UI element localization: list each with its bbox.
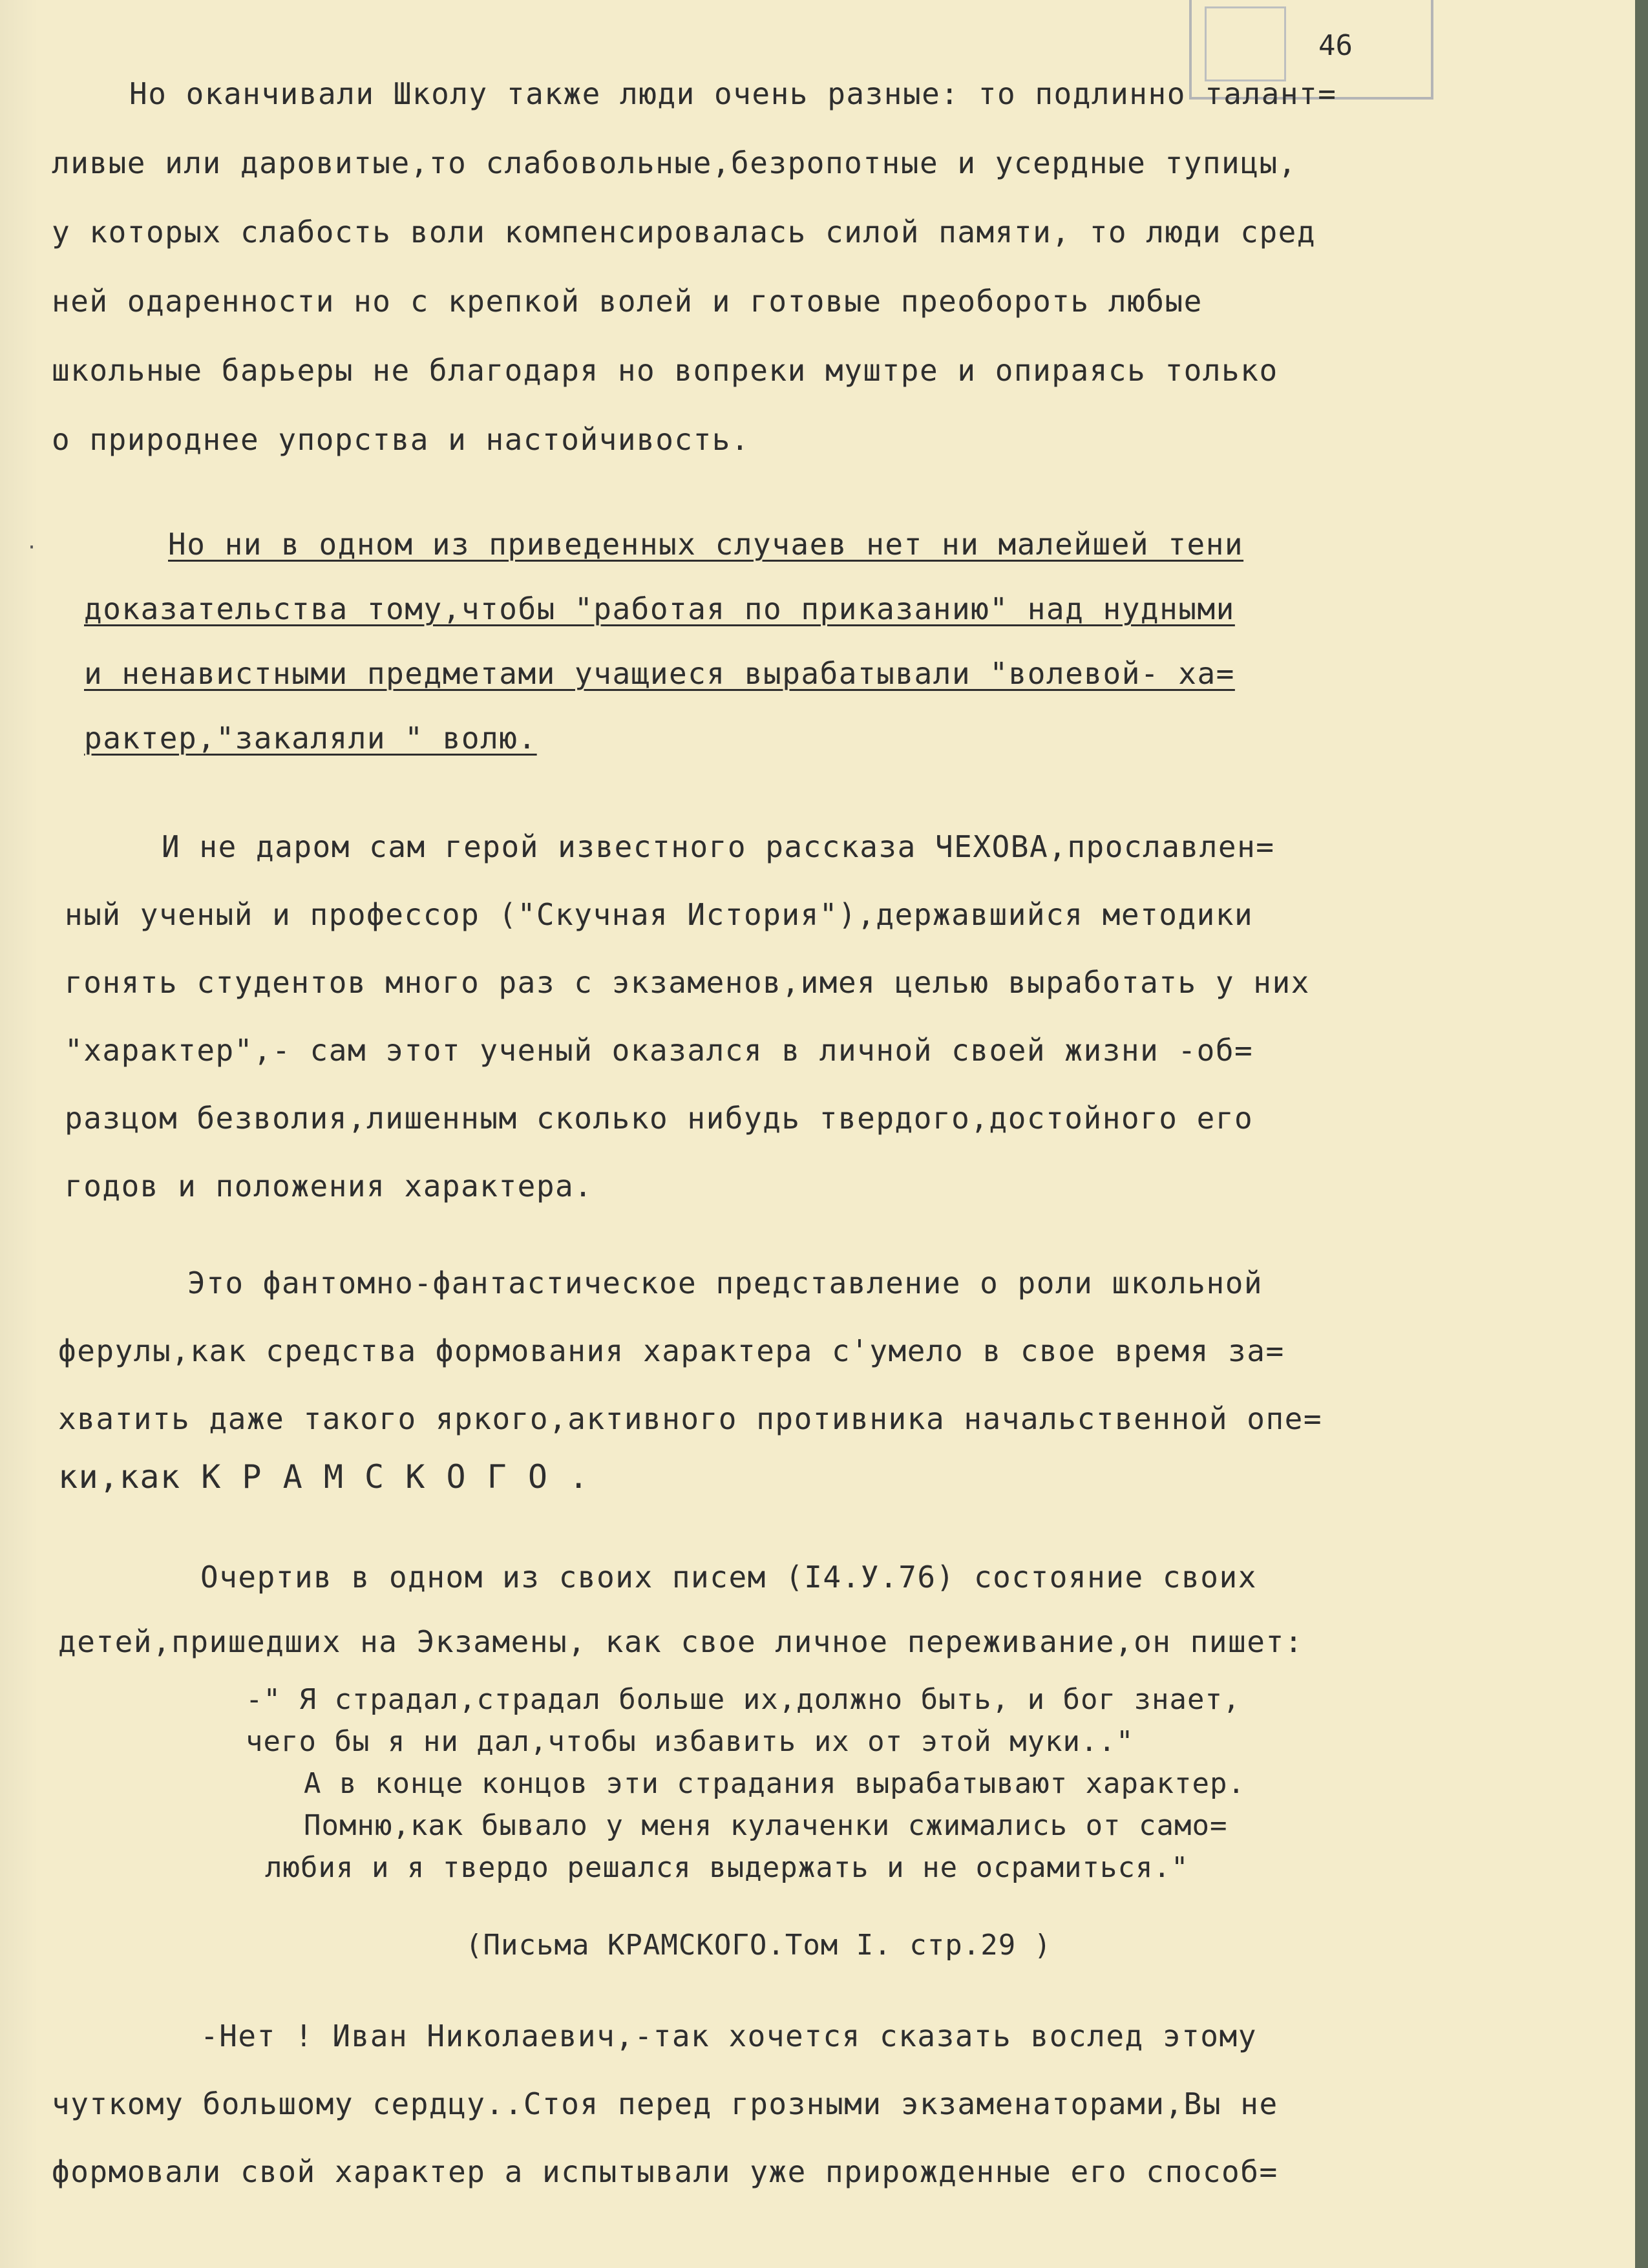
text-line: ферулы,как средства формования характера с'умело в свое время за= [58,1333,1285,1368]
underlined-text-line: Но ни в одном из приведенных случаев нет ни малейшей тени [168,527,1244,562]
text-line: Это фантомно-фантастическое представление о роли школьной [187,1266,1263,1300]
text-line: у которых слабость воли компенсировалась силой памяти, то люди сред [52,215,1316,249]
text-line: формовали свой характер а испытывали уже прирожденные его способ= [52,2154,1278,2189]
text-line: годов и положения характера. [65,1169,593,1203]
quote-line: Помню,как бывало у меня кулаченки сжимались от само= [304,1809,1228,1842]
text-line: ней одаренности но с крепкой волей и готовые преоборoть любые [52,284,1203,319]
stamp-box [1205,6,1286,81]
text-line: -Нет ! Иван Николаевич,-так хочется сказать вослед этому [200,2019,1257,2053]
text-line [129,74,1336,113]
text-line: школьные барьеры не благодаря но вопреки муштре и опираясь только [52,353,1278,388]
text-line: разцом безволия,лишенным сколько нибудь твердого,достойного его [65,1101,1254,1136]
text-line: ки,как К Р А М С К О Г О . [58,1458,589,1496]
text-line: чуткому большому сердцу..Стоя перед грозными экзаменаторами,Вы не [52,2086,1278,2121]
text-line: детей,пришедших на Экзамены, как свое личное переживание,он пишет: [58,1624,1304,1659]
text-line: хватить даже такого яркого,активного противника начальственной опе= [58,1401,1323,1436]
underlined-text-line: доказательства тому,чтобы "работая по приказанию" над нудными [84,591,1235,626]
text-line: о природнее упорства и настойчивость. [52,422,750,457]
line-text: Но оканчивали Школу также люди очень разные: то подлинно талант= [129,76,1337,111]
text-line: ливые или даровитые,то слабовольные,безропотные и усердные тупицы, [52,145,1297,180]
page-number: 46 [1318,29,1353,62]
text-line: И не даром сам герой известного рассказа ЧЕХОВА,прославлен= [162,829,1275,864]
underlined-text-line: рактер,"закаляли " волю. [84,721,537,756]
quote-citation: (Письма КРАМСКОГО.Том I. стр.29 ) [465,1929,1052,1962]
text-line: ный ученый и профессор ("Скучная История"),державшийся методики [65,897,1254,932]
quote-line: чего бы я ни дал,чтобы избавить их от этой муки.." [246,1725,1134,1758]
text-line: Очертив в одном из своих писем (I4.У.76) состояние своих [200,1560,1257,1595]
quote-line: любия и я твердо решался выдержать и не осрамиться." [265,1851,1189,1884]
text-line: "характер",- сам этот ученый оказался в личной своей жизни -об= [65,1033,1254,1068]
underlined-text-line: и ненавистными предметами учащиеся вырабатывали "волевой- ха= [84,656,1235,691]
quote-line: -" Я страдал,страдал больше их,должно быть, и бог знает, [246,1683,1241,1716]
quote-line: А в конце концов эти страдания вырабатывают характер. [304,1767,1245,1800]
text-line: гонять студентов много раз с экзаменов,имея целью выработать у них [65,965,1310,1000]
margin-mark: · [26,536,38,559]
